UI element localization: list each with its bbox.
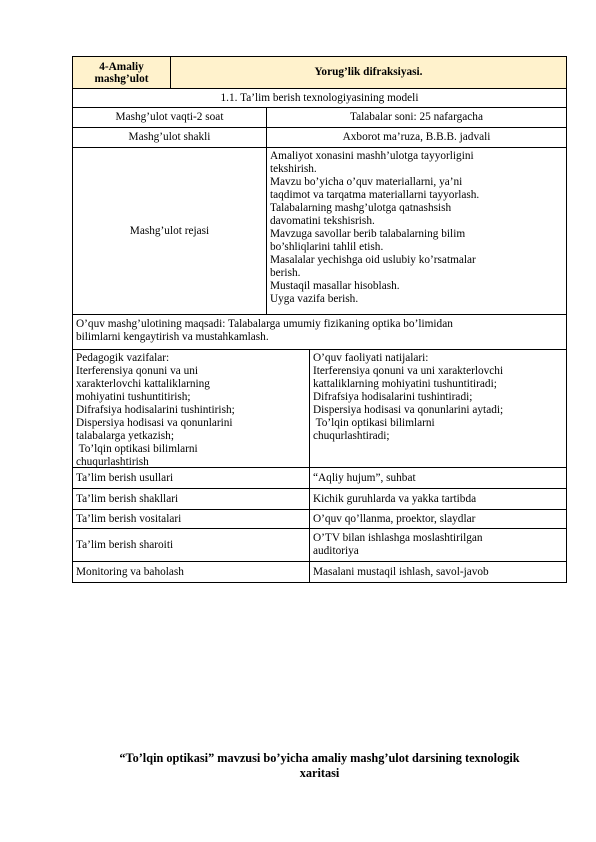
pedagogical-line: Dispersiya hodisasi va qonunlarini bbox=[76, 417, 233, 429]
results-line: O’quv faoliyati natijalari: bbox=[313, 352, 429, 364]
table-row bbox=[72, 510, 567, 529]
plan-line: Mavzu bo’yicha o’quv materiallarni, ya’ni bbox=[270, 176, 463, 188]
caption-line1: “To’lqin optikasi” mavzusi bo’yicha amaliy mashg’ulot darsining texnologik bbox=[119, 751, 520, 765]
time-students-row bbox=[72, 108, 567, 128]
table-header-row bbox=[72, 56, 567, 89]
results-line: Difrafsiya hodisalarini tushintiradi; bbox=[313, 391, 473, 403]
model-title: 1.1. Ta’lim berish texnologiyasining modeli bbox=[220, 91, 419, 104]
plan-line: tekshirish. bbox=[270, 163, 317, 175]
methods-value: “Aqliy hujum”, suhbat bbox=[309, 468, 566, 488]
session-label-line1: 4-Amaliy bbox=[99, 60, 144, 73]
pedagogical-line: Pedagogik vazifalar: bbox=[76, 352, 170, 364]
results-line: Iterferensiya qonuni va uni xarakterlovchi bbox=[313, 365, 504, 377]
plan-line: berish. bbox=[270, 267, 301, 279]
tasks-results-row bbox=[72, 350, 567, 468]
plan-line: Mavzuga savollar berib talabalarning bilim bbox=[270, 228, 466, 240]
lesson-technology-table bbox=[72, 56, 567, 583]
form-value: Axborot ma’ruza, B.B.B. jadvali bbox=[266, 128, 566, 147]
monitoring-value: Masalani mustaqil ishlash, savol-javob bbox=[309, 562, 566, 582]
table-row bbox=[72, 489, 567, 510]
lesson-time: Mashg’ulot vaqti-2 soat bbox=[115, 111, 224, 123]
learning-results bbox=[309, 350, 566, 467]
pedagogical-line: Iterferensiya qonuni va uni bbox=[76, 365, 199, 377]
plan-line: Amaliyot xonasini mashh’ulotga tayyorligini bbox=[270, 150, 474, 162]
results-line: To’lqin optikasi bilimlarni bbox=[313, 417, 435, 429]
forms-label: Ta’lim berish shakllari bbox=[76, 492, 179, 505]
pedagogical-line: xarakterlovchi kattaliklarning bbox=[76, 378, 210, 390]
form-row bbox=[72, 128, 567, 148]
forms-value: Kichik guruhlarda va yakka tartibda bbox=[309, 489, 566, 509]
session-label-line2: mashg’ulot bbox=[94, 72, 149, 85]
plan-line: Talabalarning mashg’ulotga qatnashsish bbox=[270, 202, 452, 214]
monitoring-label: Monitoring va baholash bbox=[76, 565, 184, 578]
plan-line: davomatini tekshisrish. bbox=[270, 215, 375, 227]
conditions-line2: auditoriya bbox=[313, 545, 359, 557]
results-line: chuqurlashtiradi; bbox=[313, 430, 390, 442]
table-row bbox=[72, 529, 567, 562]
results-line: Dispersiya hodisasi va qonunlarini aytadi; bbox=[313, 404, 504, 416]
pedagogical-tasks bbox=[73, 350, 309, 467]
form-label: Mashg’ulot shakli bbox=[128, 131, 211, 143]
session-label-cell bbox=[73, 57, 170, 88]
table-row bbox=[72, 562, 567, 583]
pedagogical-line: mohiyatini tushuntitirish; bbox=[76, 391, 191, 403]
conditions-line1: O’TV bilan ishlashga moslashtirilgan bbox=[313, 532, 483, 544]
plan-line: Masalalar yechishga oid uslubiy ko’rsatmalar bbox=[270, 254, 476, 266]
plan-list bbox=[266, 148, 566, 314]
topic-title: Yorug’lik difraksiyasi. bbox=[170, 57, 566, 88]
plan-line: taqdimot va tarqatma materiallarni tayyorlash. bbox=[270, 189, 480, 201]
plan-line: Uyga vazifa berish. bbox=[270, 293, 359, 305]
model-title-row bbox=[72, 89, 567, 108]
tools-value: O’quv qo’llanma, proektor, slaydlar bbox=[309, 510, 566, 528]
results-line: kattaliklarning mohiyatini tushuntitiradi; bbox=[313, 378, 497, 390]
tools-label: Ta’lim berish vositalari bbox=[76, 512, 182, 525]
students-count: Talabalar soni: 25 nafargacha bbox=[266, 108, 566, 127]
pedagogical-line: talabalarga yetkazish; bbox=[76, 430, 174, 442]
goal-row bbox=[72, 315, 567, 350]
plan-label: Mashg’ulot rejasi bbox=[129, 224, 210, 237]
conditions-label: Ta’lim berish sharoiti bbox=[76, 538, 174, 551]
caption-line2: xaritasi bbox=[299, 766, 340, 780]
pedagogical-line: To’lqin optikasi bilimlarni bbox=[76, 443, 198, 455]
plan-line: Mustaqil masallar hisoblash. bbox=[270, 280, 400, 292]
methods-label: Ta’lim berish usullari bbox=[76, 471, 174, 484]
document-caption bbox=[72, 751, 567, 781]
conditions-value bbox=[309, 529, 566, 561]
pedagogical-line: chuqurlashtirish bbox=[76, 456, 149, 468]
lesson-goal bbox=[73, 315, 566, 349]
plan-line: bo’shliqlarini tahlil etish. bbox=[270, 241, 384, 253]
table-row bbox=[72, 468, 567, 489]
goal-line: O’quv mashg’ulotining maqsadi: Talabalarga umumiy fizikaning optika bo’limidan bbox=[76, 318, 453, 330]
pedagogical-line: Difrafsiya hodisalarini tushintirish; bbox=[76, 404, 235, 416]
goal-line: bilimlarni kengaytirish va mustahkamlash. bbox=[76, 331, 269, 343]
plan-row bbox=[72, 148, 567, 315]
